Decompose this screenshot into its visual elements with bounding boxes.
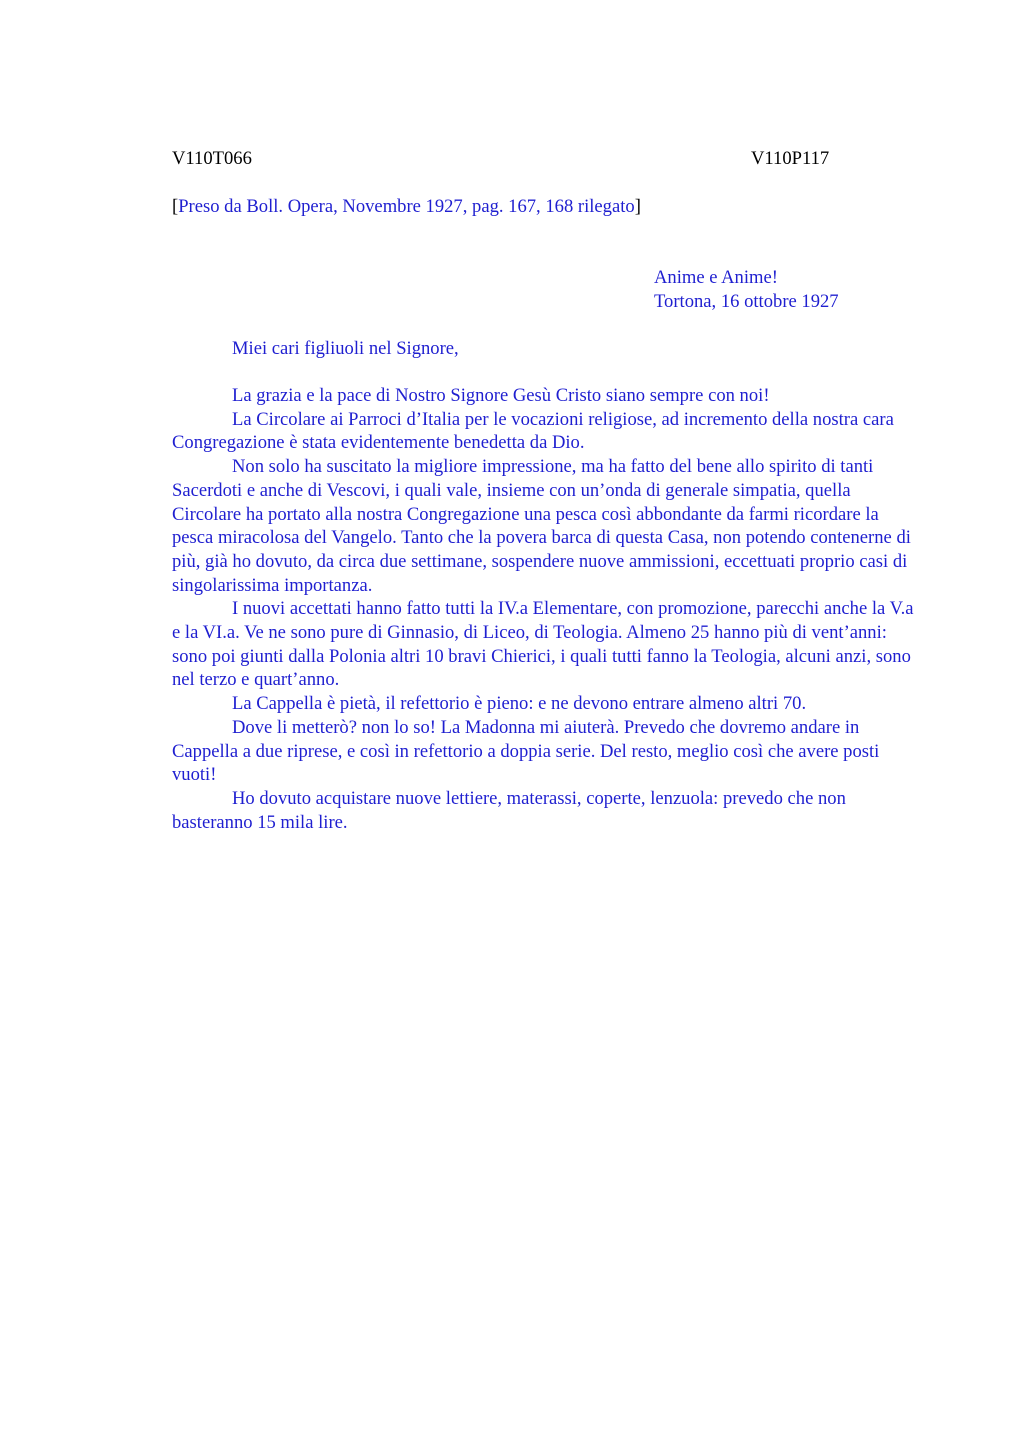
letter-paragraph: Non solo ha suscitato la migliore impressione, ma ha fatto del bene allo spirito di tanti Sacerdoti e anche di Vescovi, i quali vale, insieme con un’onda di generale simpatia, quella Circolare ha portato alla nostra Congregazione una pesca così abbondante da farmi ricordare la pesca miracolosa del Vangelo. Tanto che la povera barca di questa Casa, non potendo contenerne di più, già ho dovuto, da circa due settimane, sospendere nuove ammissioni, eccettuati proprio casi di singolarissima importanza. [172,456,911,596]
letter-salutation: Miei cari figliuoli nel Signore, [232,338,459,359]
letter-paragraph: Dove li metterò? non lo so! La Madonna mi aiuterà. Prevedo che dovremo andare in Cappella a due riprese, e così in refettorio a doppia serie. Del resto, meglio così che avere posti vuoti! [172,716,880,786]
letter-paragraph: La grazia e la pace di Nostro Signore Gesù Cristo siano sempre con noi! [232,385,770,406]
source-open-bracket: [ [172,196,179,217]
letter-title: Anime e Anime! [654,267,778,288]
letter-paragraph: Ho dovuto acquistare nuove lettiere, materassi, coperte, lenzuola: prevedo che non basteranno 15 mila lire. [172,787,846,833]
letter-paragraph: I nuovi accettati hanno fatto tutti la IV.a Elementare, con promozione, parecchi anche la V.a e la VI.a. Ve ne sono pure di Ginnasio, di Liceo, di Teologia. Almeno 25 hanno più di vent’anni: sono poi giunti dalla Polonia altri 10 bravi Chierici, i quali tutti fanno la Teologia, alcuni anzi, sono nel terzo e quart’anno. [172,598,914,691]
letter-body [172,384,920,834]
document-code-left: V110T066 [172,148,252,169]
letter-heading-block [654,266,839,313]
source-close-bracket: ] [634,196,641,217]
letter-paragraph: La Circolare ai Parroci d’Italia per le vocazioni religiose, ad incremento della nostra cara Congregazione è stata evidentemente benedetta da Dio. [172,408,894,454]
source-reference [172,195,641,219]
document-code-right: V110P117 [751,148,830,169]
letter-paragraph: La Cappella è pietà, il refettorio è pieno: e ne devono entrare almeno altri 70. [232,693,807,715]
source-text: Preso da Boll. Opera, Novembre 1927, pag. 167, 168 rilegato [178,196,635,217]
letter-place-date: Tortona, 16 ottobre 1927 [654,290,839,312]
